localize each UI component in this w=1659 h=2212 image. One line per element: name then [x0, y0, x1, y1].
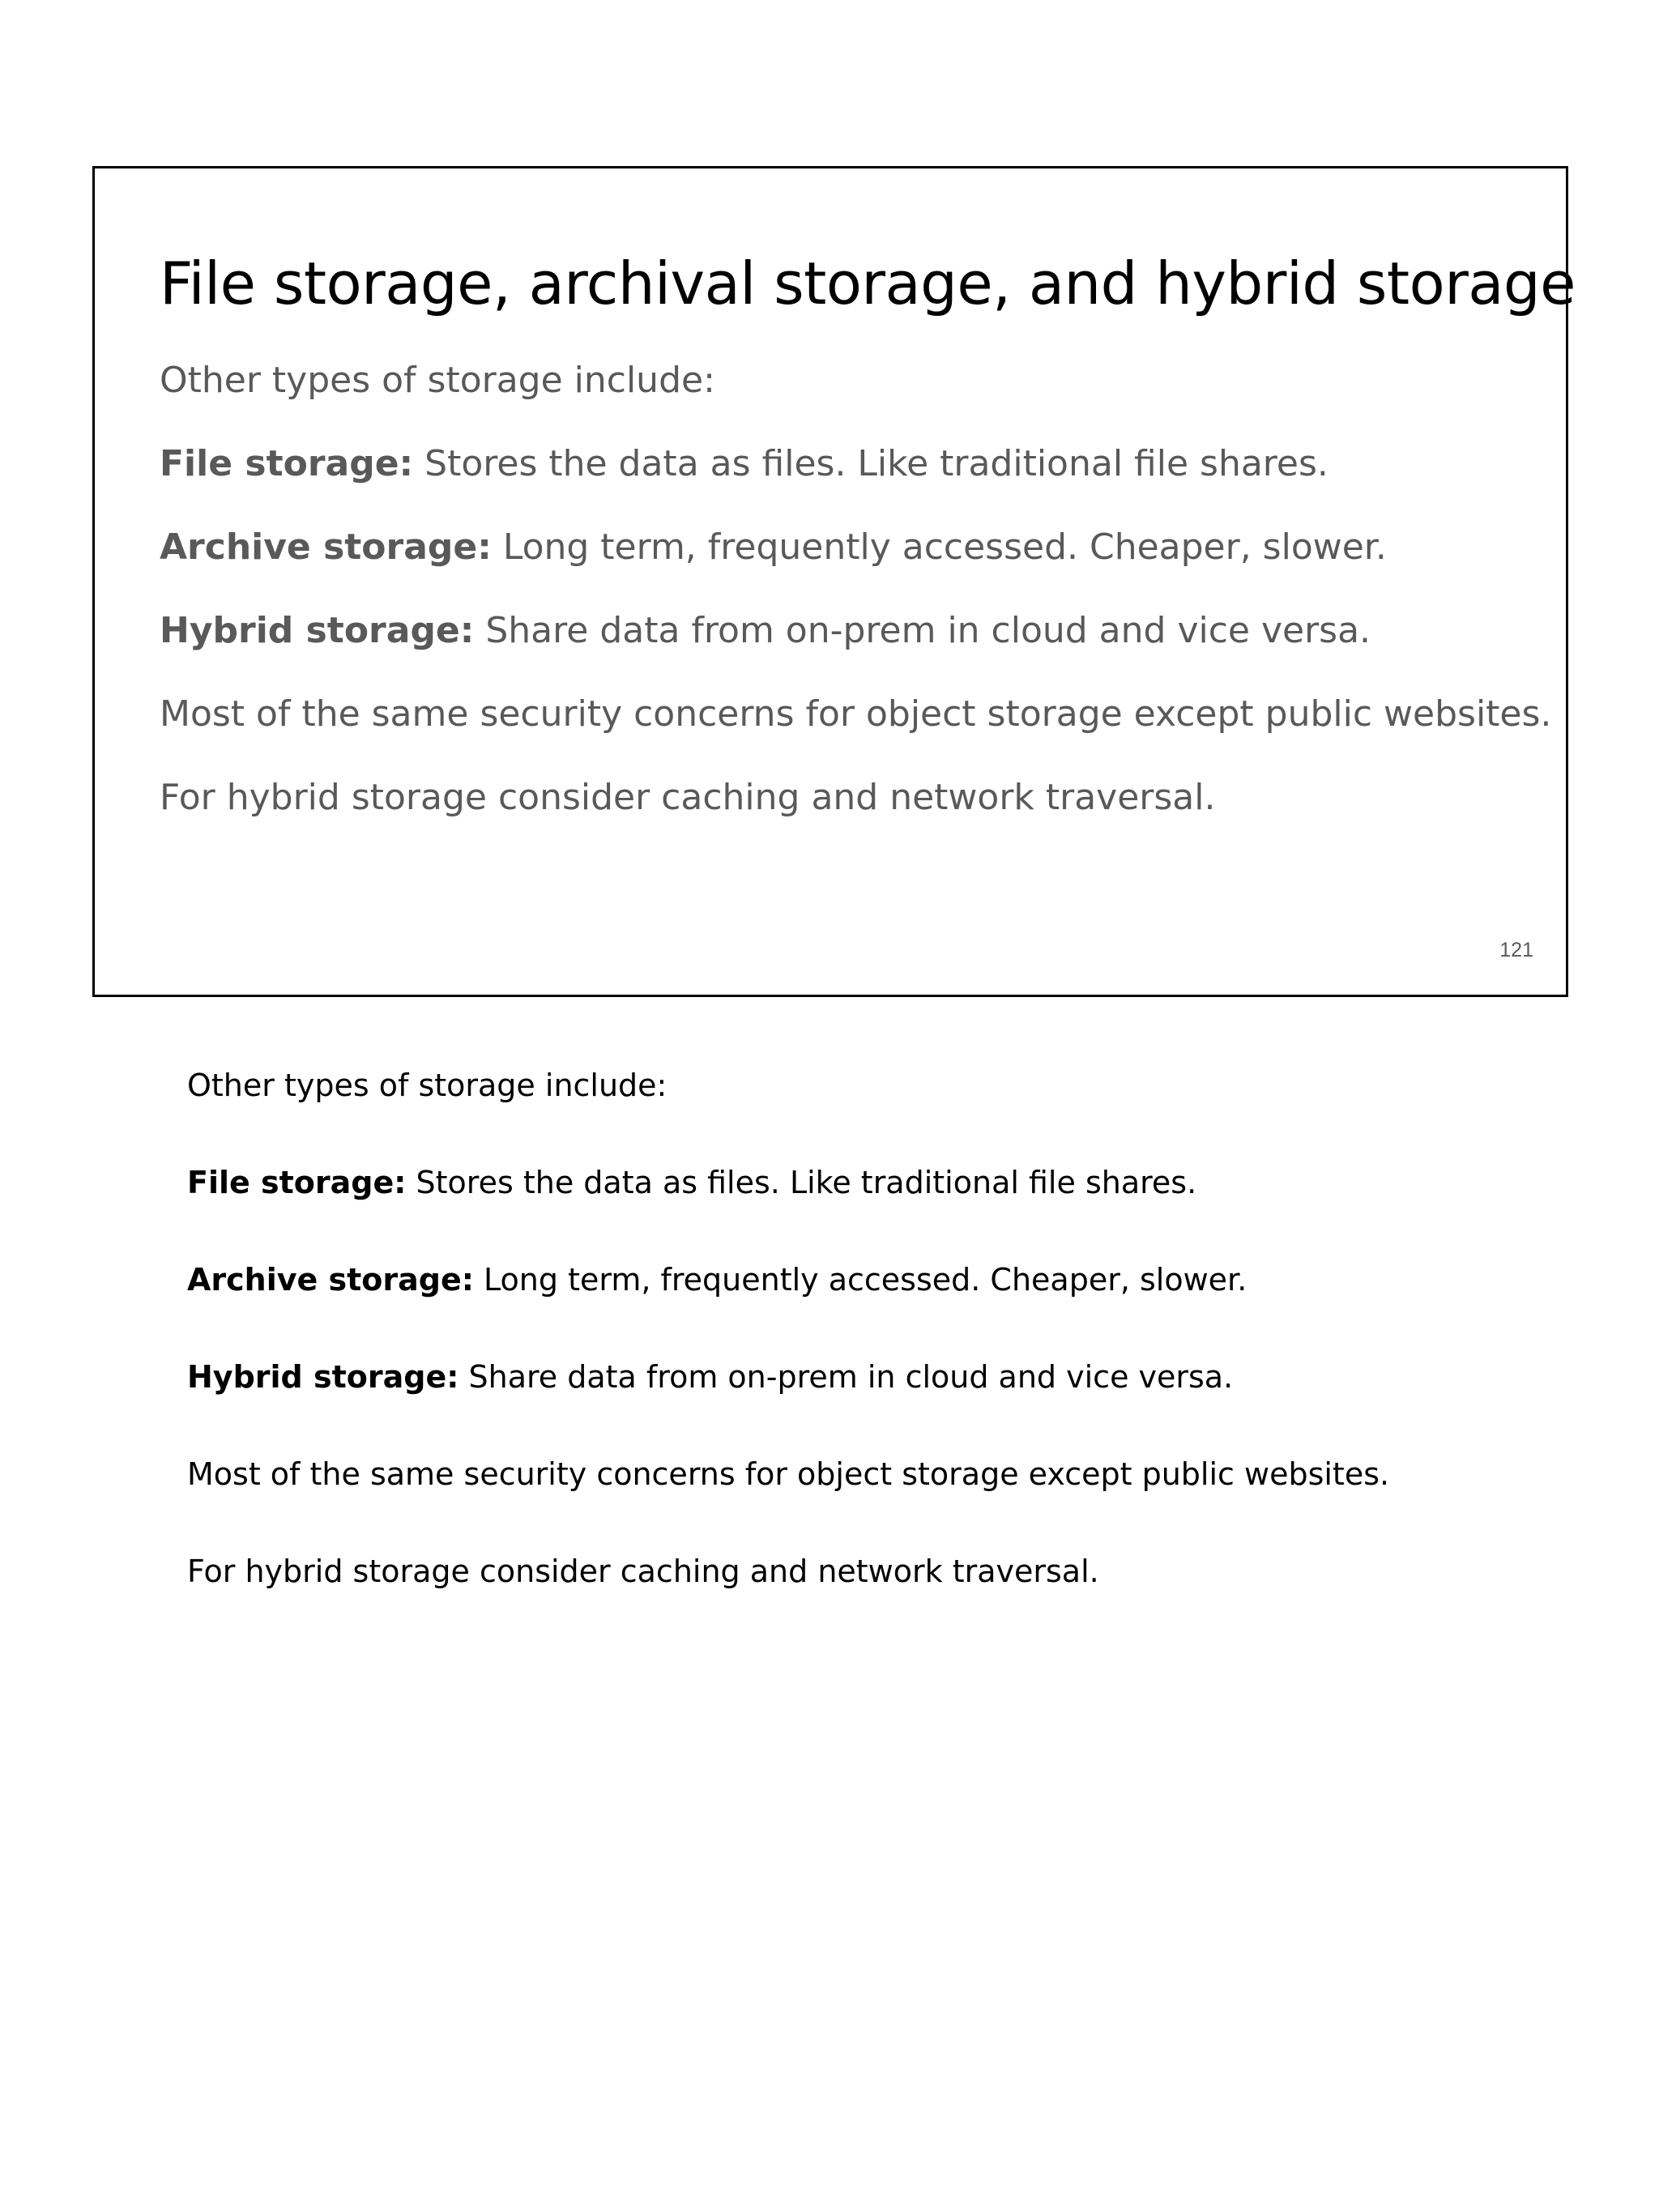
slide-paragraph-hybrid-storage [160, 610, 1537, 651]
note-paragraph-text: Most of the same security concerns for object storage except public websites. [187, 1456, 1390, 1492]
note-paragraph-text: For hybrid storage consider caching and network traversal. [187, 1554, 1099, 1589]
slide-title: File storage, archival storage, and hybrid storage [160, 249, 1576, 318]
note-paragraph-label: Archive storage: [187, 1262, 474, 1298]
slide-body [160, 360, 1552, 863]
slide-paragraph-hybrid-note [160, 777, 1537, 818]
note-paragraph-intro [187, 1069, 1564, 1102]
note-paragraph-label: Hybrid storage: [187, 1359, 459, 1395]
note-paragraph-text: Other types of storage include: [187, 1068, 667, 1103]
note-paragraph-text: Stores the data as files. Like traditional file shares. [406, 1165, 1197, 1200]
slide-paragraph-text: Long term, frequently accessed. Cheaper, slower. [491, 526, 1387, 568]
note-paragraph-hybrid-note [187, 1555, 1564, 1588]
slide-paragraph-security [160, 693, 1552, 735]
slide-paragraph-intro [160, 360, 1537, 401]
speaker-notes [187, 1069, 1564, 1652]
note-paragraph-text: Long term, frequently accessed. Cheaper, slower. [473, 1262, 1247, 1298]
slide-paragraph-text: For hybrid storage consider caching and network traversal. [160, 777, 1216, 818]
slide-paragraph-text: Other types of storage include: [160, 360, 715, 401]
note-paragraph-label: File storage: [187, 1165, 407, 1200]
note-paragraph-archive-storage [187, 1264, 1564, 1296]
slide-paragraph-label: File storage: [160, 443, 414, 484]
note-paragraph-text: Share data from on-prem in cloud and vice versa. [458, 1359, 1234, 1395]
slide-paragraph-file-storage [160, 443, 1537, 484]
slide-paragraph-text: Most of the same security concerns for object storage except public websites. [160, 693, 1552, 735]
slide-number: 121 [1499, 939, 1533, 961]
slide-paragraph-archive-storage [160, 526, 1537, 568]
slide-paragraph-text: Share data from on-prem in cloud and vice versa. [474, 610, 1371, 651]
note-paragraph-hybrid-storage [187, 1361, 1564, 1393]
slide-frame [92, 166, 1576, 997]
note-paragraph-security [187, 1458, 1564, 1490]
note-paragraph-file-storage [187, 1166, 1564, 1199]
slide-paragraph-text: Stores the data as files. Like traditional file shares. [413, 443, 1328, 484]
slide-paragraph-label: Archive storage: [160, 526, 492, 568]
slide-paragraph-label: Hybrid storage: [160, 610, 475, 651]
